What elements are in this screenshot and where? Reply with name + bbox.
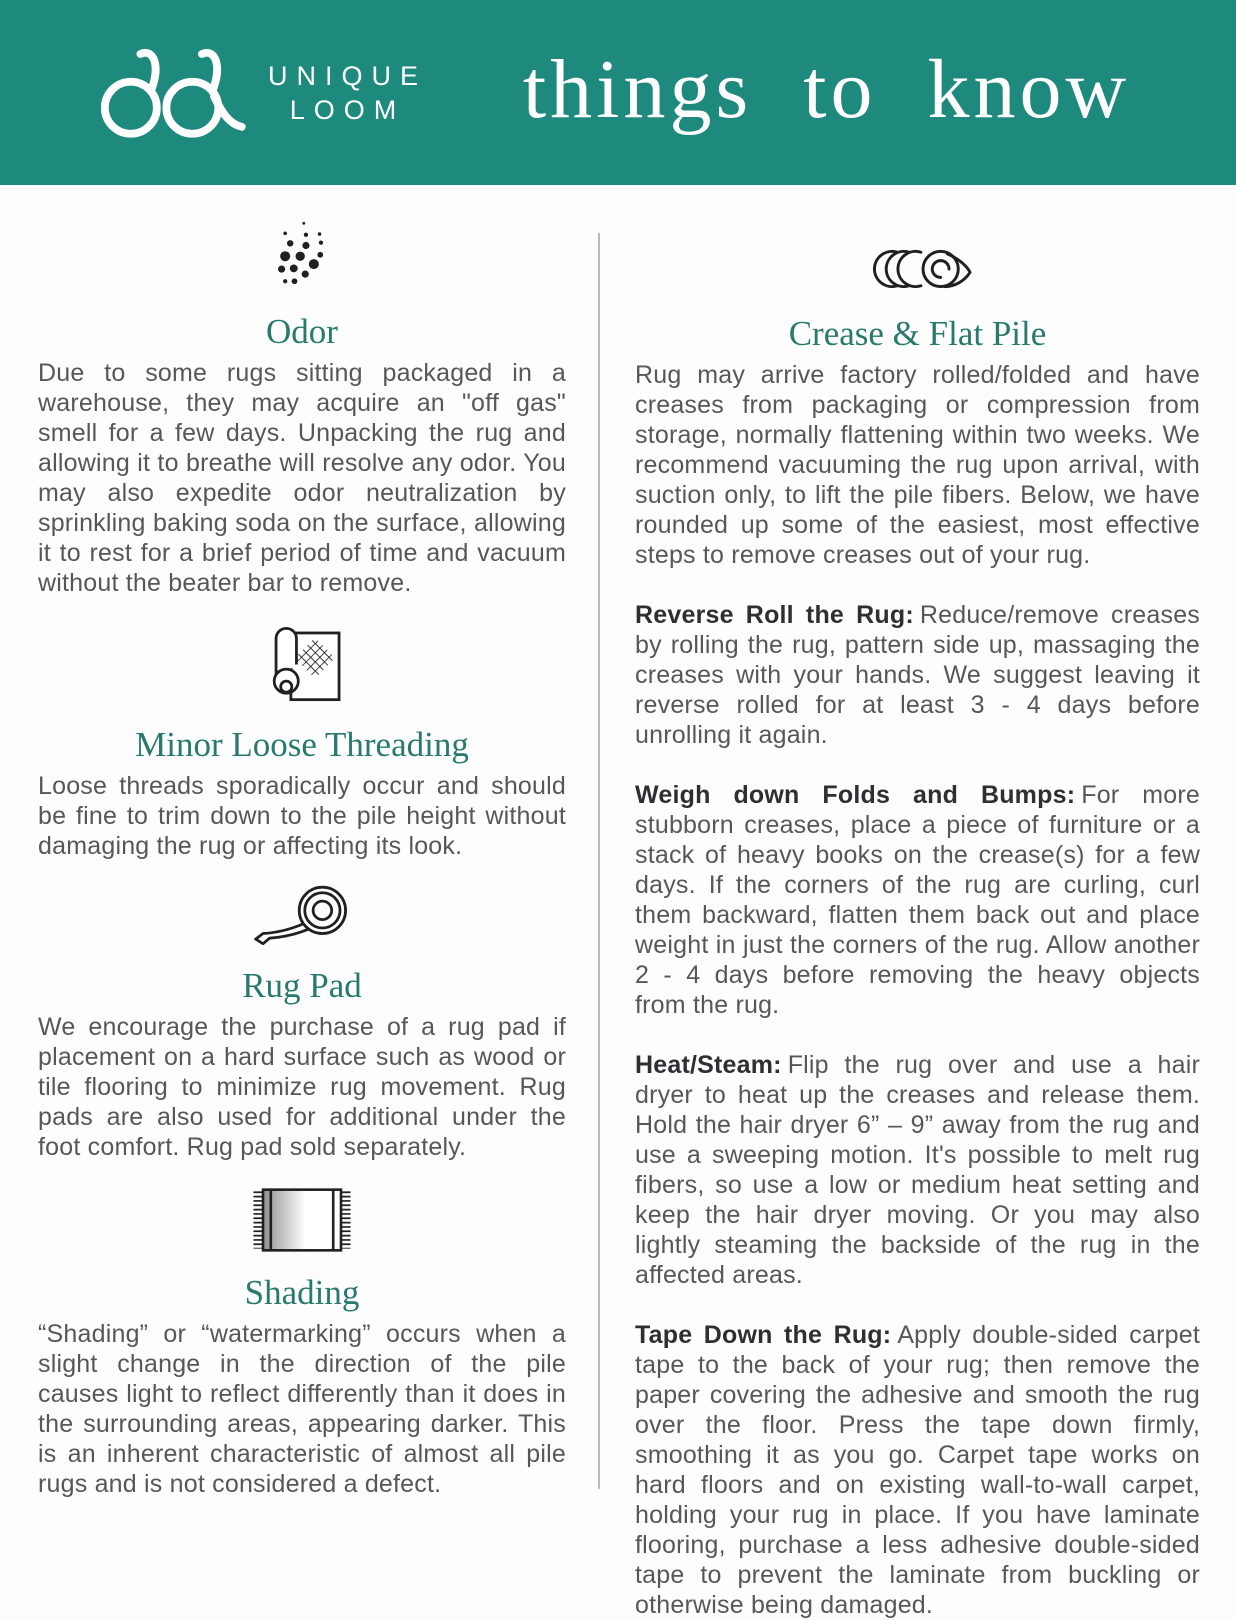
content	[0, 185, 1236, 1620]
section-body: We encourage the purchase of a rug pad if placement on a hard surface such as wood or tile flooring to minimize rug movement. Rug pads are also used for additional under the foot comfort. Rug pad sold separately.	[38, 1013, 566, 1161]
tip-label: Reverse Roll the Rug:	[635, 601, 914, 629]
odor-dots-icon	[268, 211, 336, 295]
section-body: “Shading” or “watermarking” occurs when a slight change in the direction of the pile causes light to reflect differently than it does in the surrounding areas, appearing darker. This is an inherent characteristic of almost all pile rugs and is not considered a defect.	[38, 1320, 566, 1498]
unique-loom-logo-icon	[96, 41, 248, 145]
section-intro: Rug may arrive factory rolled/folded and have creases from packaging or compression from storage, normally flattening within two weeks. We recommend vacuuming the rug upon arrival, with suction only, to lift the pile fibers. Below, we have rounded up some of the easiest, most effective steps to remove creases out of your rug.	[635, 361, 1200, 569]
tip-label: Heat/Steam:	[635, 1051, 782, 1079]
section-odor	[38, 185, 566, 598]
section-shading	[38, 1162, 566, 1499]
page-title: things to know	[522, 42, 1131, 136]
rolled-rug-end-icon	[863, 243, 973, 295]
tip-label: Tape Down the Rug:	[635, 1321, 892, 1349]
brand-wordmark	[268, 59, 427, 127]
section-minor-loose-threading	[38, 598, 566, 861]
section-heading: Minor Loose Threading	[135, 725, 469, 764]
section-heading: Shading	[244, 1273, 360, 1312]
tip-tape-down	[635, 1320, 1200, 1620]
tip-reverse-roll	[635, 600, 1200, 750]
shaded-rug-icon	[250, 1184, 354, 1256]
tip-text: Reduce/remove creases by rolling the rug, pattern side up, massaging the creases with your hands. We suggest leaving it reverse rolled for at least 3 - 4 days before unrolling it again.	[635, 601, 1200, 749]
tip-heat-steam	[635, 1050, 1200, 1290]
tip-label: Weigh down Folds and Bumps:	[635, 781, 1076, 809]
brand	[96, 41, 427, 145]
tip-text: Flip the rug over and use a hair dryer to heat up the creases and release them. Hold the hair dryer 6” – 9” away from the rug and use a sweeping motion. It's possible to melt rug fibers, so use a low or medium heat setting and keep the hair dryer moving. Or you may also lightly steaming the backside of the rug in the affected areas.	[635, 1051, 1200, 1289]
tip-text: Apply double-sided carpet tape to the back of your rug; then remove the paper covering the adhesive and smooth the rug over the floor. Press the tape down firmly, smoothing it as you go. Carpet tape works on hard floors and on existing wall-to-wall carpet, holding your rug in place. If you have laminate flooring, purchase a less adhesive double-sided tape to prevent the laminate from buckling or otherwise being damaged.	[635, 1321, 1200, 1619]
header	[0, 0, 1236, 185]
section-rug-pad	[38, 861, 566, 1162]
tip-text: For more stubborn creases, place a piece of furniture or a stack of heavy books on the crease(s) for a few days. If the corners of the rug are curling, curl them backward, flatten them back out and place weight in just the corners of the rug. Allow another 2 - 4 days before removing the heavy objects from the rug.	[635, 781, 1200, 1019]
brand-line-2: LOOM	[289, 94, 406, 125]
section-body: Due to some rugs sitting packaged in a warehouse, they may acquire an "off gas" smell for a few days. Unpacking the rug and allowing it to breathe will resolve any odor. You may also expedite odor neutralization by sprinkling baking soda on the surface, allowing it to rest for a brief period of time and vacuum without the beater bar to remove.	[38, 359, 566, 597]
column-divider	[598, 233, 600, 1489]
left-column	[0, 185, 598, 1620]
section-heading: Odor	[266, 312, 338, 351]
rolled-rug-icon	[253, 620, 351, 708]
tip-weigh-down	[635, 780, 1200, 1020]
section-heading: Crease & Flat Pile	[788, 314, 1047, 353]
section-heading: Rug Pad	[242, 966, 362, 1005]
section-body: Loose threads sporadically occur and should be fine to trim down to the pile height without damaging the rug or affecting its look.	[38, 772, 566, 860]
rug-pad-roll-icon	[251, 881, 353, 949]
right-column	[598, 185, 1236, 1620]
brand-line-1: UNIQUE	[268, 60, 428, 91]
